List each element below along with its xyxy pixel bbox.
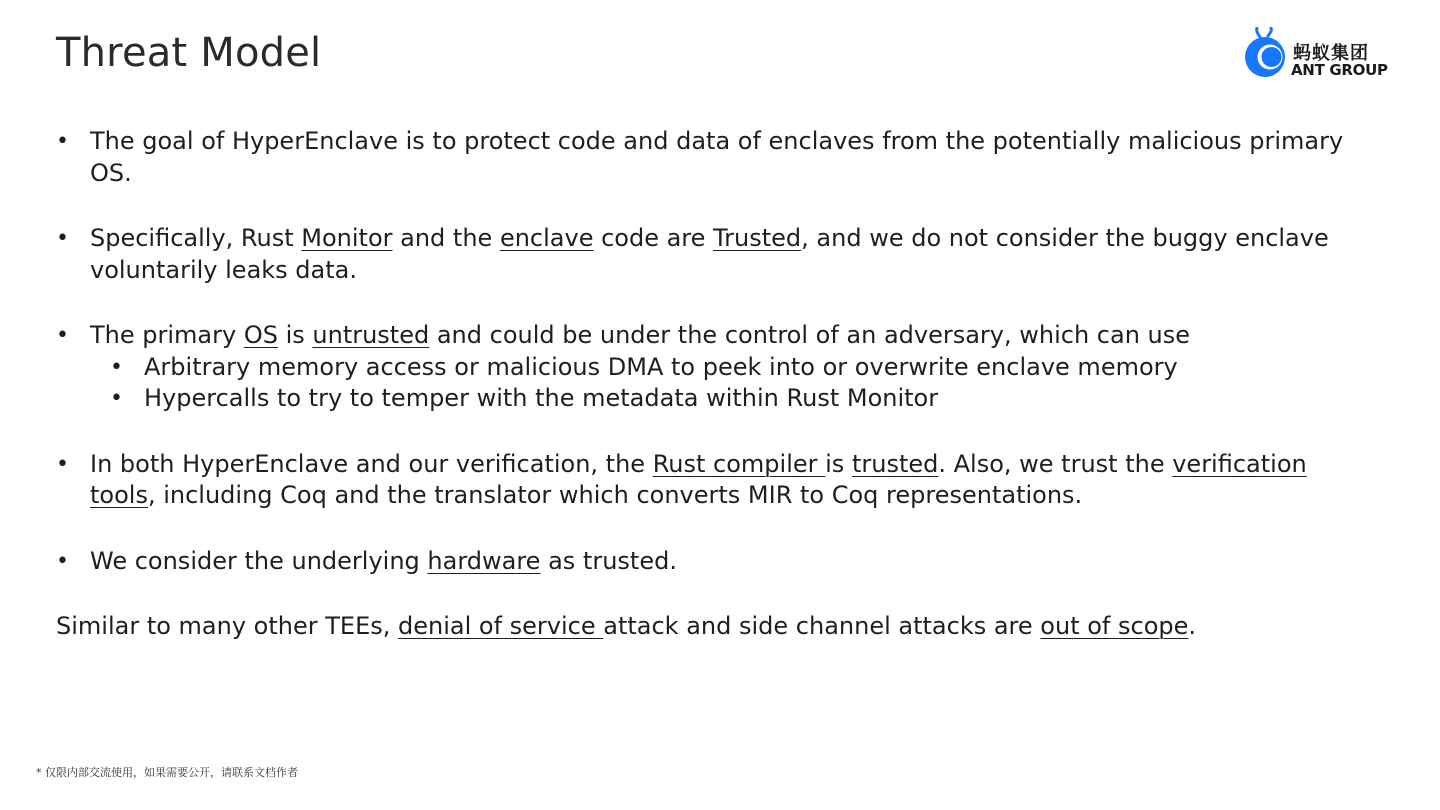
underlined-term: OS	[243, 321, 278, 349]
text-segment: .	[1188, 612, 1197, 640]
footer-note: * 仅限内部交流使用，如果需要公开，请联系文档作者	[36, 766, 298, 779]
bullet-text	[90, 223, 1356, 286]
underlined-term: Trusted	[713, 224, 802, 252]
underlined-term: verification tools	[90, 449, 1307, 509]
text-segment: attack and side channel attacks are	[603, 612, 1041, 640]
sub-bullet-item	[56, 352, 1356, 384]
underlined-term: hardware	[427, 546, 541, 575]
underlined-term: trusted	[851, 449, 939, 478]
bullet-item	[56, 449, 1356, 512]
text-segment: The primary	[90, 321, 244, 349]
bullet-marker: •	[56, 226, 69, 251]
bullet-marker: •	[56, 451, 69, 477]
underlined-term: untrusted	[312, 321, 430, 349]
underlined-term: out of scope	[1040, 612, 1189, 640]
text-segment: Specifically, Rust	[90, 224, 302, 252]
text-segment: is	[825, 449, 852, 478]
text-segment: , and we do not consider the buggy enclave voluntarily leaks data.	[90, 224, 1329, 284]
bullet-item	[56, 320, 1356, 415]
bullet-item	[56, 223, 1356, 286]
bullet-list	[56, 126, 1356, 577]
underlined-term: denial of service	[398, 612, 604, 640]
sub-bullet-text: Hypercalls to try to temper with the metadata within Rust Monitor	[144, 384, 939, 412]
text-segment: and could be under the control of an adversary, which can use	[429, 321, 1191, 349]
logo-text-en: ANT GROUP	[1291, 61, 1388, 79]
text-segment: Similar to many other TEEs,	[56, 612, 398, 640]
bullet-item	[56, 546, 1356, 578]
text-segment: as trusted.	[540, 546, 677, 575]
bullet-text	[90, 320, 1356, 352]
bullet-marker: •	[56, 323, 69, 348]
text-segment: In both HyperEnclave and our verification, the	[90, 449, 653, 478]
underlined-term: Rust compiler	[652, 449, 826, 478]
sub-bullet-item	[56, 383, 1356, 415]
text-segment: and the	[392, 224, 500, 252]
bullet-marker: •	[56, 548, 69, 574]
logo-text-cn: 蚂蚁集团	[1293, 43, 1369, 64]
text-segment: is	[277, 321, 313, 349]
bullet-marker: •	[56, 129, 69, 154]
bullet-text	[90, 546, 1356, 578]
ant-logo-icon	[1244, 27, 1290, 81]
text-segment: . Also, we trust the	[938, 449, 1173, 478]
bullet-text	[90, 449, 1356, 512]
bullet-text	[90, 126, 1356, 189]
ant-group-logo	[1244, 27, 1404, 83]
underlined-term: enclave	[499, 224, 594, 252]
text-segment: , including Coq and the translator which converts MIR to Coq representations.	[147, 481, 1083, 509]
slide-title: Threat Model	[56, 30, 322, 76]
sub-bullet-marker: •	[110, 386, 123, 411]
sub-bullet-marker: •	[110, 354, 123, 380]
closing-statement	[56, 611, 1356, 643]
text-segment: The goal of HyperEnclave is to protect code and data of enclaves from the potentially malicious primary OS.	[90, 127, 1344, 187]
underlined-term: Monitor	[301, 224, 393, 252]
slide-body	[56, 126, 1356, 643]
text-segment: code are	[593, 224, 714, 252]
sub-bullet-text: Arbitrary memory access or malicious DMA to peek into or overwrite enclave memory	[144, 352, 1178, 381]
bullet-item	[56, 126, 1356, 189]
text-segment: We consider the underlying	[90, 546, 428, 575]
